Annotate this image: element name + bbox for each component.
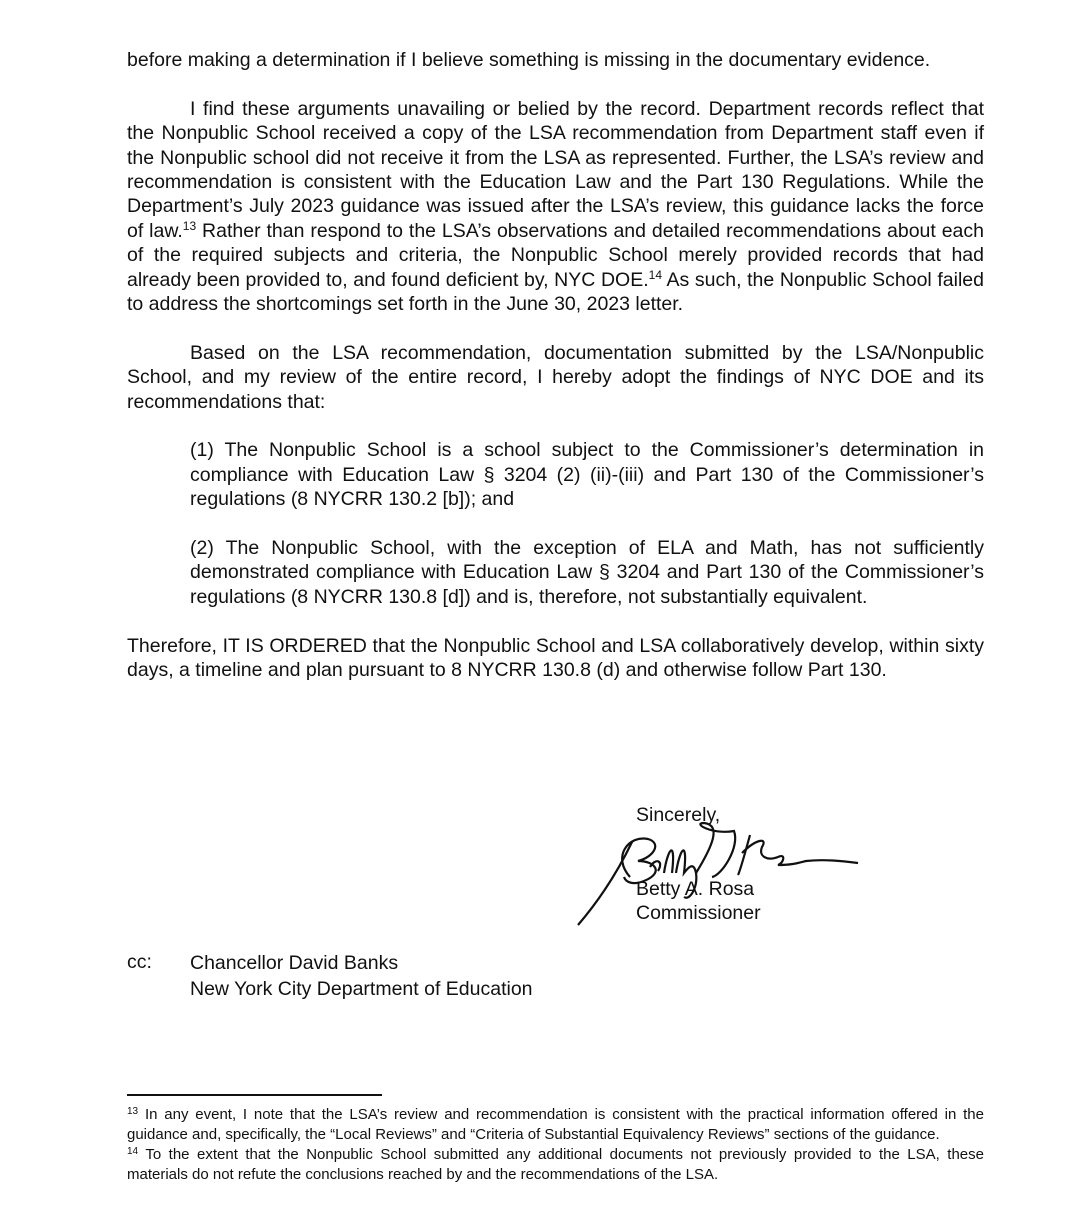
footnote-text: In any event, I note that the LSA’s review and recommendation is consistent with the practical information offered in the guidance and, specifically, the “Local Reviews” and “Criteria of Substantial Equivalency Reviews” sections of the guidance.	[127, 1106, 984, 1143]
findings-text-1: I find these arguments unavailing or belied by the record. Department records reflect that the Nonpublic School received a copy of the LSA recommendation from Department staff even if the Nonpublic school did not receive it from the LSA as represented. Further, the LSA’s review and recommendation is consistent with the Education Law and the Part 130 Regulations. While the Department’s July 2023 guidance was issued after the LSA’s review, this guidance lacks the force of law.	[127, 97, 984, 242]
cc-label: cc:	[127, 951, 152, 973]
closing: Sincerely,	[636, 804, 721, 826]
cc-recipient: Chancellor David Banks	[190, 952, 399, 974]
footnote-ref-14[interactable]: 14	[648, 267, 662, 282]
signature-block	[636, 803, 936, 933]
order-paragraph: Therefore, IT IS ORDERED that the Nonpublic School and LSA collaboratively develop, within sixty days, a timeline and plan pursuant to 8 NYCRR 130.8 (d) and otherwise follow Part 130.	[127, 634, 984, 682]
recommendation-2: (2) The Nonpublic School, with the exception of ELA and Math, has not sufficiently demonstrated compliance with Education Law § 3204 and Part 130 of the Commissioner’s regulations (8 NYCRR 130.8 [d]) and is, therefore, not substantially equivalent.	[190, 537, 984, 608]
footnote-text: To the extent that the Nonpublic School submitted any additional documents not previously provided to the LSA, these materials do not refute the conclusions reached by and the recommendations of the LSA.	[127, 1146, 984, 1183]
signer-title: Commissioner	[636, 902, 761, 924]
recommendation-1: (1) The Nonpublic School is a school subject to the Commissioner’s determination in compliance with Education Law § 3204 (2) (ii)-(iii) and Part 130 of the Commissioner’s regulations (8 NYCRR 130.2 [b]); and	[190, 439, 984, 511]
cc-recipients	[190, 950, 533, 1002]
footnote-number: 14	[127, 1146, 139, 1157]
adoption-paragraph: Based on the LSA recommendation, documentation submitted by the LSA/Nonpublic School, and my review of the entire record, I hereby adopt the findings of NYC DOE and its recommendations that:	[127, 341, 984, 413]
cc-recipient: New York City Department of Education	[190, 978, 533, 1000]
footnote-13	[127, 1105, 984, 1145]
findings-text-3: As such, the Nonpublic School failed to address the shortcomings set forth in the June 30, 2023 letter.	[127, 268, 984, 316]
findings-paragraph	[127, 97, 984, 317]
footnotes	[127, 1105, 984, 1185]
findings-text-2: Rather than respond to the LSA’s observations and detailed recommendations about each of the required subjects and criteria, the Nonpublic School merely provided records that had already been provided to, and found deficient by, NYC DOE.	[127, 219, 984, 291]
footnote-ref-13[interactable]: 13	[182, 218, 197, 233]
footnote-14	[127, 1145, 984, 1185]
document-body	[127, 48, 984, 707]
continuation-paragraph: before making a determination if I believe something is missing in the documentary evidence.	[127, 49, 931, 71]
signer-name: Betty A. Rosa	[636, 878, 755, 900]
footnote-number: 13	[127, 1106, 139, 1117]
footnote-divider	[127, 1094, 382, 1096]
